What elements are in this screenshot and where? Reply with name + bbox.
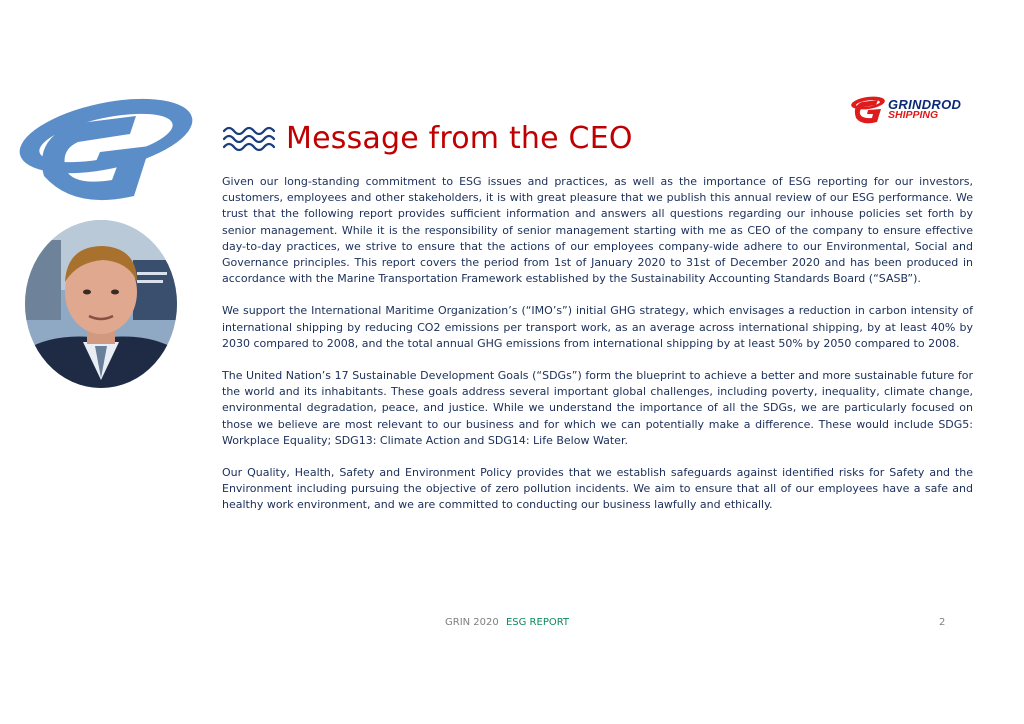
page-title: Message from the CEO [286, 120, 633, 156]
footer-report-prefix: GRIN 2020 [445, 617, 499, 628]
footer-report-name: ESG REPORT [505, 617, 570, 628]
page-number: 2 [939, 617, 946, 628]
brand-name: GRINDROD [888, 97, 962, 112]
paragraph: The United Nation’s 17 Sustainable Development Goals (“SDGs”) form the blueprint to achieve a better and more sustainable future for the world and its inhabitants. These goals address several important global challenges, including poverty, inequality, climate change, environmental degradation, peace, and justice. While we understand the importance of all the SDGs, we are particularly focused on those we believe are most relevant to our business and for which we can potentially make a difference. These would include SDG5: Workplace Equality; SDG13: Climate Action and SDG14: Life Below Water. [222, 369, 973, 447]
company-logo-large [14, 86, 198, 208]
footer-report-label [445, 617, 569, 628]
g-emblem-icon [850, 94, 888, 124]
brand-subname: SHIPPING [888, 109, 939, 121]
page-header [222, 118, 633, 158]
waves-icon [222, 123, 280, 153]
ceo-message-body [222, 174, 973, 530]
ceo-portrait [25, 220, 177, 388]
paragraph: We support the International Maritime Organization’s (“IMO’s”) initial GHG strategy, which envisages a reduction in carbon intensity of international shipping by reducing CO2 emissions per transport work, as an average across international shipping, by at least 40% by 2030 compared to 2008, and the total annual GHG emissions from international shipping by at least 50% by 2050 compared to 2008. [222, 304, 973, 350]
grindrod-shipping-logo [850, 94, 990, 124]
paragraph: Given our long-standing commitment to ESG issues and practices, as well as the importance of ESG reporting for our investors, customers, employees and other stakeholders, it is with great pleasure that we publish this annual review of our ESG performance. We trust that the following report provides sufficient information and answers all questions regarding our inhouse policies set forth by senior management. While it is the responsibility of senior management starting with me as CEO of the company to ensure effective day-to-day practices, we strive to ensure that the actions of our employees company-wide adhere to our Environmental, Social and Governance principles. This report covers the period from 1st of January 2020 to 31st of December 2020 and has been produced in accordance with the Marine Transportation Framework established by the Sustainability Accounting Standards Board (“SASB”). [222, 175, 973, 286]
paragraph: Our Quality, Health, Safety and Environment Policy provides that we establish safeguards against identified risks for Safety and the Environment including pursuing the objective of zero pollution incidents. We aim to ensure that all of our employees have a safe and healthy work environment, and we are committed to conducting our business lawfully and ethically. [222, 466, 973, 512]
